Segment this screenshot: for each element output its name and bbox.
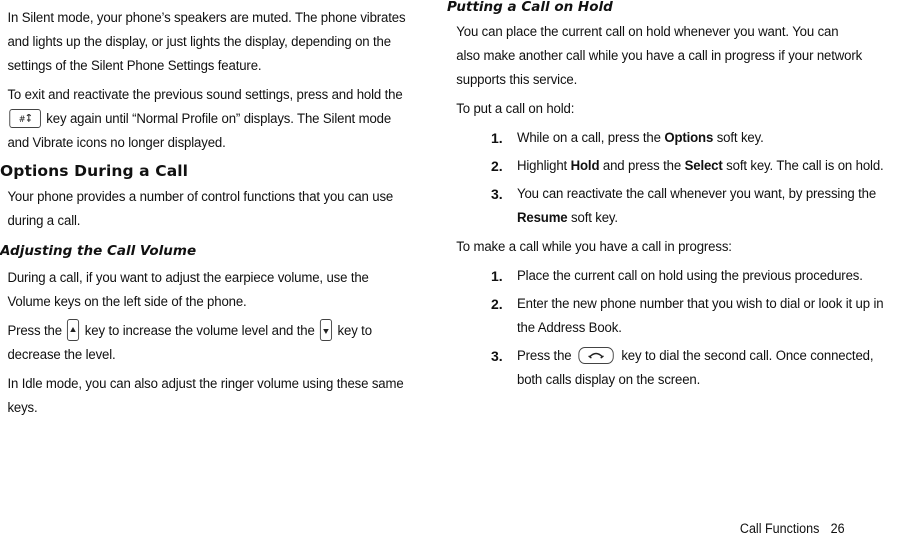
step-number: 3. bbox=[491, 186, 503, 202]
step-number: 1. bbox=[491, 130, 503, 146]
silent-mode-paragraph: In Silent mode, your phone’s speakers are muted. The phone vibrates and lights up the display, or just lights the display, depending on the settings of the Silent Phone Settings feature. bbox=[7, 10, 406, 74]
exit-silent-text-a: To exit and reactivate the previous sound settings, press and hold the bbox=[7, 87, 403, 103]
pound-key-icon bbox=[9, 109, 41, 128]
step-text: You can reactivate the call whenever you want, by pressing the bbox=[517, 186, 877, 202]
left-column bbox=[0, 0, 412, 420]
second-call-steps-list bbox=[447, 264, 884, 392]
hold-label: Hold bbox=[570, 158, 600, 174]
volume-up-key-icon bbox=[67, 319, 79, 341]
svg-text:#: # bbox=[18, 114, 26, 125]
list-item bbox=[447, 126, 897, 150]
list-item bbox=[447, 264, 897, 288]
exit-silent-text-b: key again until “Normal Profile on” displays. The Silent mode and Vibrate icons no longer displayed. bbox=[7, 111, 392, 151]
page-footer bbox=[740, 521, 845, 537]
volume-keys-text-c: key to decrease the level. bbox=[7, 323, 372, 363]
step-text: Press the bbox=[517, 348, 572, 364]
idle-mode-paragraph: In Idle mode, you can also adjust the ringer volume using these same keys. bbox=[7, 376, 404, 416]
step-number: 3. bbox=[491, 348, 503, 364]
step-number: 2. bbox=[491, 296, 503, 312]
list-item bbox=[447, 292, 897, 340]
volume-keys-text-b: key to increase the volume level and the bbox=[84, 323, 315, 339]
options-during-call-heading: Options During a Call bbox=[0, 162, 189, 180]
list-item bbox=[447, 344, 897, 392]
select-label: Select bbox=[684, 158, 723, 174]
volume-keys-text-a: Press the bbox=[7, 323, 62, 339]
exit-silent-paragraph bbox=[0, 83, 409, 155]
list-item bbox=[447, 154, 897, 178]
page-number: 26 bbox=[831, 521, 845, 536]
adjusting-volume-heading: Adjusting the Call Volume bbox=[0, 243, 197, 259]
step-text: soft key. bbox=[571, 210, 618, 226]
step-text: Enter the new phone number that you wish to dial or look it up in the Address Book. bbox=[517, 296, 884, 336]
hold-steps-list bbox=[447, 126, 884, 230]
step-number: 1. bbox=[491, 268, 503, 284]
earpiece-volume-paragraph: During a call, if you want to adjust the earpiece volume, use the Volume keys on the left side of the phone. bbox=[7, 270, 369, 310]
options-label: Options bbox=[664, 130, 714, 146]
step-text: Place the current call on hold using the previous procedures. bbox=[517, 268, 863, 284]
second-call-intro: To make a call while you have a call in progress: bbox=[456, 239, 732, 255]
right-column bbox=[447, 0, 884, 392]
volume-down-key-icon bbox=[320, 319, 332, 341]
step-text: and press the bbox=[602, 158, 682, 174]
control-functions-paragraph: Your phone provides a number of control functions that you can use during a call. bbox=[7, 189, 394, 229]
step-number: 2. bbox=[491, 158, 503, 174]
put-on-hold-intro: To put a call on hold: bbox=[456, 101, 575, 117]
footer-section: Call Functions bbox=[740, 521, 820, 536]
list-item bbox=[447, 182, 897, 230]
step-text: soft key. The call is on hold. bbox=[726, 158, 884, 174]
step-text: soft key. bbox=[716, 130, 764, 146]
hold-intro-paragraph: You can place the current call on hold whenever you want. You can also make another call while you have a call in progress if your network supports this service. bbox=[456, 24, 863, 88]
step-text: While on a call, press the bbox=[517, 130, 661, 146]
call-on-hold-heading: Putting a Call on Hold bbox=[447, 0, 613, 15]
send-key-icon bbox=[579, 347, 614, 364]
volume-keys-paragraph bbox=[0, 319, 409, 367]
step-text: key to dial the second call. Once connected, both calls display on the screen. bbox=[517, 348, 874, 388]
resume-label: Resume bbox=[517, 210, 568, 226]
step-text: Highlight bbox=[517, 158, 568, 174]
